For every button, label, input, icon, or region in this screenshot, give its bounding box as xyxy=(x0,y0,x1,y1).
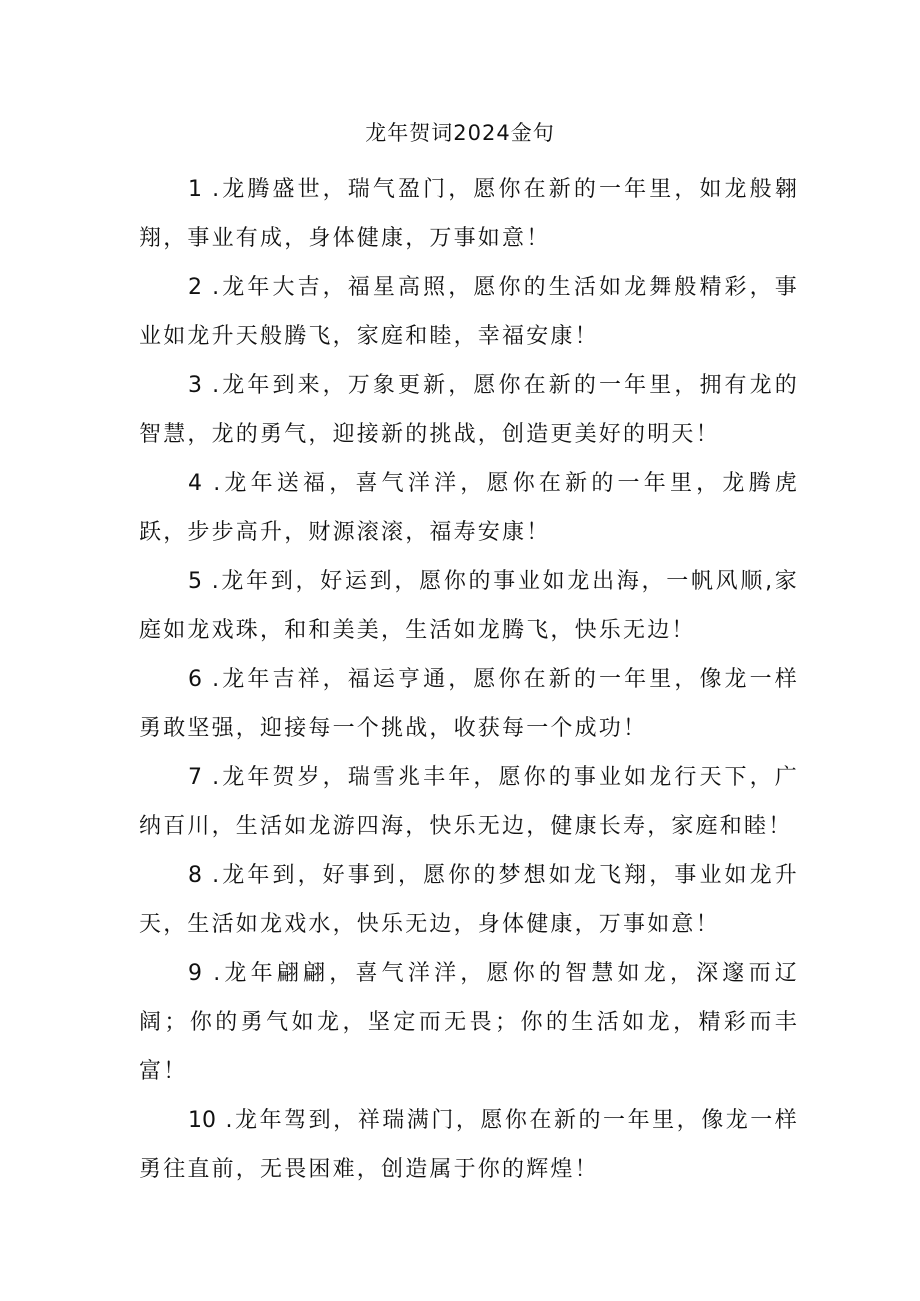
item-number: 3 xyxy=(188,373,202,398)
item-number: 6 xyxy=(188,667,202,692)
item-number: 5 xyxy=(188,569,202,594)
item-number: 7 xyxy=(188,765,202,790)
list-item xyxy=(139,361,799,459)
item-number: 1 xyxy=(188,177,202,202)
greeting-list xyxy=(139,165,799,1194)
item-number: 8 xyxy=(188,863,202,888)
item-text: .龙年到，好事到，愿你的梦想如龙飞翔，事业如龙升天，生活如龙戏水，快乐无边，身体健康，万事如意！ xyxy=(139,863,799,937)
list-item xyxy=(139,1096,799,1194)
item-number: 10 xyxy=(188,1108,216,1133)
item-number: 4 xyxy=(188,471,202,496)
list-item xyxy=(139,459,799,557)
item-text: .龙年翩翩，喜气洋洋，愿你的智慧如龙，深邃而辽阔；你的勇气如龙，坚定而无畏；你的生活如龙，精彩而丰富！ xyxy=(139,961,799,1084)
item-text: .龙腾盛世，瑞气盈门，愿你在新的一年里，如龙般翱翔，事业有成，身体健康，万事如意！ xyxy=(139,177,799,251)
item-text: .龙年吉祥，福运亨通，愿你在新的一年里，像龙一样勇敢坚强，迎接每一个挑战，收获每一个成功！ xyxy=(139,667,799,741)
item-text: .龙年贺岁，瑞雪兆丰年，愿你的事业如龙行天下，广纳百川，生活如龙游四海，快乐无边，健康长寿，家庭和睦！ xyxy=(139,765,799,839)
list-item xyxy=(139,949,799,1096)
list-item xyxy=(139,557,799,655)
item-number: 2 xyxy=(188,275,202,300)
item-text: .龙年驾到，祥瑞满门，愿你在新的一年里，像龙一样勇往直前，无畏困难，创造属于你的辉煌！ xyxy=(139,1108,799,1182)
list-item xyxy=(139,263,799,361)
item-text: .龙年到来，万象更新，愿你在新的一年里，拥有龙的智慧，龙的勇气，迎接新的挑战，创造更美好的明天！ xyxy=(139,373,799,447)
item-text: .龙年送福，喜气洋洋，愿你在新的一年里，龙腾虎跃，步步高升，财源滚滚，福寿安康！ xyxy=(139,471,799,545)
list-item xyxy=(139,655,799,753)
list-item xyxy=(139,851,799,949)
item-text: .龙年大吉，福星高照，愿你的生活如龙舞般精彩，事业如龙升天般腾飞，家庭和睦，幸福安康！ xyxy=(139,275,799,349)
item-number: 9 xyxy=(188,961,202,986)
document-title: 龙年贺词2024金句 xyxy=(365,121,555,145)
list-item xyxy=(139,165,799,263)
list-item xyxy=(139,753,799,851)
item-text: .龙年到，好运到，愿你的事业如龙出海，一帆风顺,家庭如龙戏珠，和和美美，生活如龙腾飞，快乐无边！ xyxy=(139,569,799,643)
